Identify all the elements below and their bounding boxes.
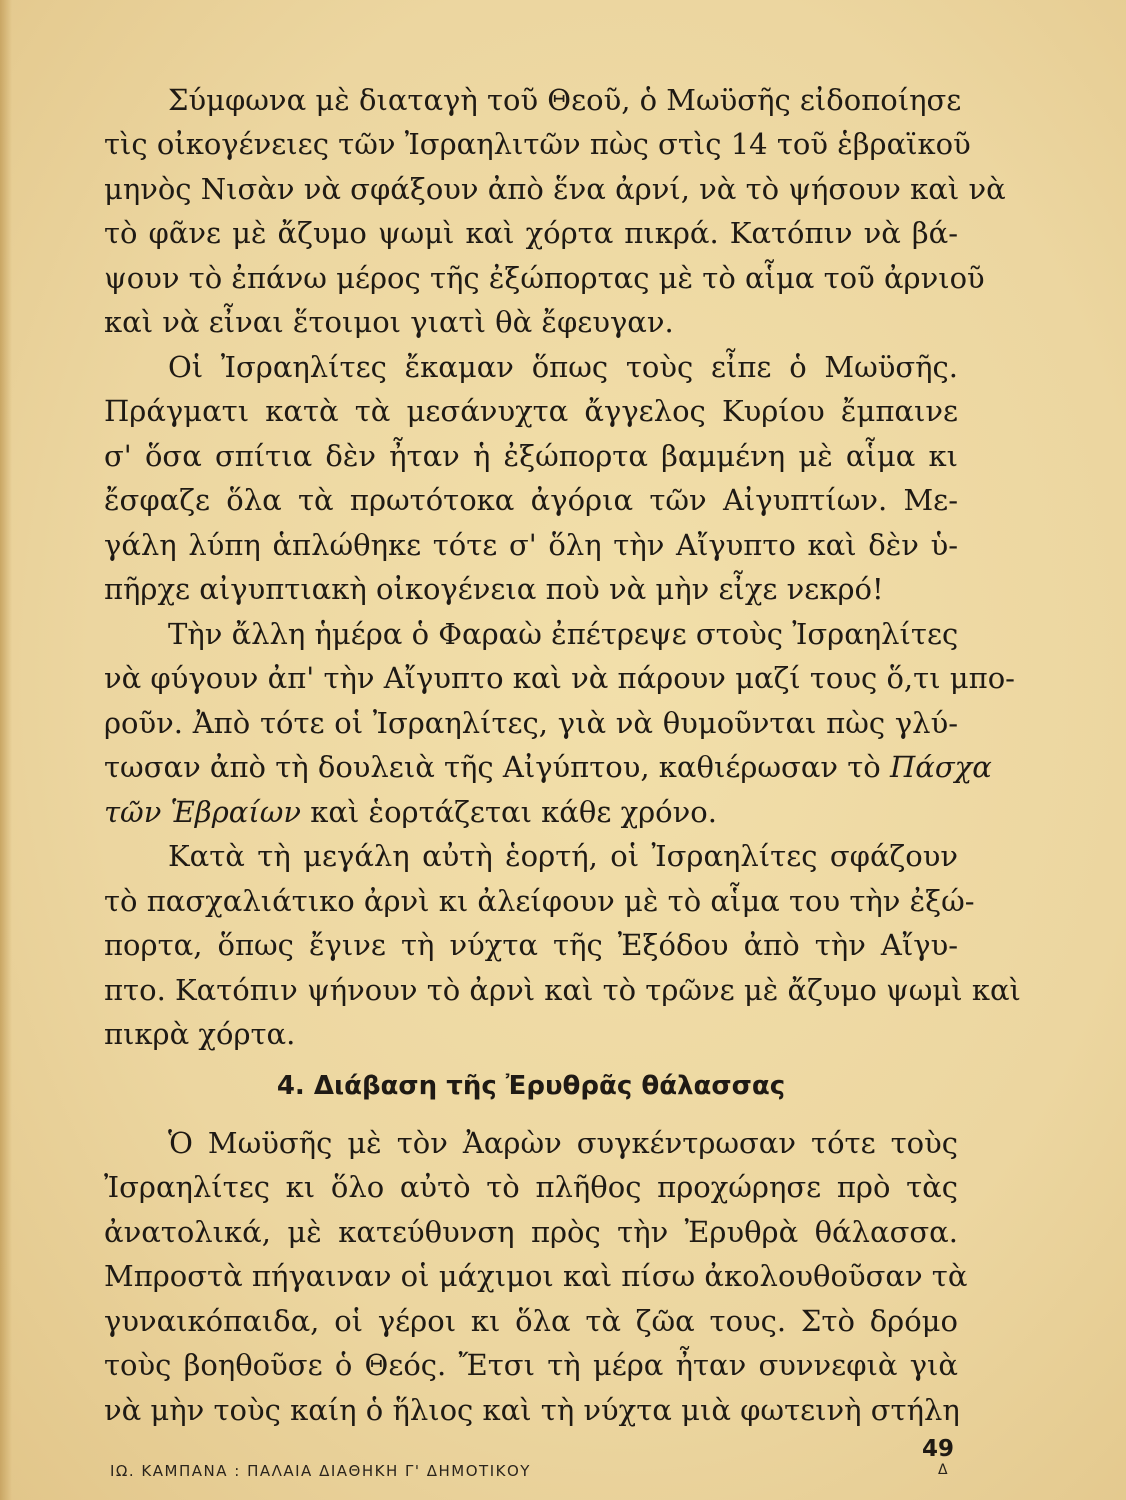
text-line: τοὺς βοηθοῦσε ὁ Θεός. Ἔτσι τὴ μέρα ἦταν συννεφιὰ γιὰ [104, 1348, 958, 1383]
page-shadow-edge [0, 0, 12, 1500]
text-line: καὶ νὰ εἶναι ἕτοιμοι γιατὶ θὰ ἔφευγαν. [104, 305, 674, 340]
text-line: Σύμφωνα μὲ διαταγὴ τοῦ Θεοῦ, ὁ Μωϋσῆς εἰδοποίησε [168, 83, 962, 117]
book-footer: ΙΩ. ΚΑΜΠΑΝΑ : ΠΑΛΑΙΑ ΔΙΑΘΗΚΗ Γ' ΔΗΜΟΤΙΚΟΥ [110, 1462, 531, 1480]
text-line: νὰ μὴν τοὺς καίη ὁ ἥλιος καὶ τὴ νύχτα μιὰ φωτεινὴ στήλη [104, 1392, 960, 1427]
text-line: τὶς οἰκογένειες τῶν Ἰσραηλιτῶν πὼς στὶς 14 τοῦ ἑβραϊκοῦ [104, 127, 971, 162]
text-line [104, 747, 992, 787]
text-line: Κατὰ τὴ μεγάλη αὐτὴ ἑορτή, οἱ Ἰσραηλίτες σφάζουν [168, 839, 958, 874]
text-line: πτο. Κατόπιν ψήνουν τὸ ἀρνὶ καὶ τὸ τρῶνε μὲ ἄζυμο ψωμὶ καὶ [104, 972, 1021, 1007]
text-line: πῆρχε αἰγυπτιακὴ οἰκογένεια ποὺ νὰ μὴν εἶχε νεκρό! [104, 572, 884, 607]
emphasis-pascha: Πάσχα [890, 750, 992, 785]
text-line: ἀνατολικά, μὲ κατεύθυνση πρὸς τὴν Ἐρυθρὰ θάλασσα. [104, 1214, 958, 1249]
text-line: τὸ φᾶνε μὲ ἄζυμο ψωμὶ καὶ χόρτα πικρά. Κατόπιν νὰ βά- [104, 216, 958, 251]
text-line: ψουν τὸ ἐπάνω μέρος τῆς ἐξώπορτας μὲ τὸ αἷμα τοῦ ἀρνιοῦ [104, 260, 985, 295]
page-number: 49 [921, 1436, 954, 1463]
text-line: σ' ὅσα σπίτια δὲν ἦταν ἡ ἐξώπορτα βαμμένη μὲ αἷμα κι [104, 438, 958, 473]
text-line: γάλη λύπη ἁπλώθηκε τότε σ' ὅλη τὴν Αἴγυπτο καὶ δὲν ὑ- [104, 527, 958, 562]
text-line: πικρὰ χόρτα. [104, 1017, 296, 1052]
text-line: τὸ πασχαλιάτικο ἀρνὶ κι ἀλείφουν μὲ τὸ αἷμα του τὴν ἐξώ- [104, 883, 975, 918]
text-line: πορτα, ὅπως ἔγινε τὴ νύχτα τῆς Ἐξόδου ἀπὸ τὴν Αἴγυ- [104, 928, 958, 963]
text-line: Οἱ Ἰσραηλίτες ἔκαμαν ὅπως τοὺς εἶπε ὁ Μωϋσῆς. [168, 349, 958, 384]
text-line [104, 792, 958, 832]
emphasis-hebrews: τῶν Ἑβραίων [104, 794, 301, 829]
signature-mark: Δ [938, 1462, 948, 1478]
section-heading: 4. Διάβαση τῆς Ἐρυθρᾶς θάλασσας [276, 1070, 786, 1101]
text-line: Τὴν ἄλλη ἡμέρα ὁ Φαραὼ ἐπέτρεψε στοὺς Ἰσραηλίτες [168, 616, 959, 651]
text-segment: καὶ ἑορτάζεται κάθε χρόνο. [310, 794, 717, 829]
text-line: Μπροστὰ πήγαιναν οἱ μάχιμοι καὶ πίσω ἀκολουθοῦσαν τὰ [104, 1259, 968, 1294]
text-line: νὰ φύγουν ἀπ' τὴν Αἴγυπτο καὶ νὰ πάρουν μαζί τους ὅ,τι μπο- [104, 661, 1015, 696]
text-line: ἔσφαζε ὅλα τὰ πρωτότοκα ἀγόρια τῶν Αἰγυπτίων. Με- [104, 483, 958, 518]
text-line: γυναικόπαιδα, οἱ γέροι κι ὅλα τὰ ζῶα τους. Στὸ δρόμο [104, 1303, 958, 1338]
text-line: Ἰσραηλίτες κι ὅλο αὐτὸ τὸ πλῆθος προχώρησε πρὸ τὰς [104, 1170, 958, 1205]
text-line: ροῦν. Ἀπὸ τότε οἱ Ἰσραηλίτες, γιὰ νὰ θυμοῦνται πὼς γλύ- [104, 705, 958, 740]
text-line: Ὁ Μωϋσῆς μὲ τὸν Ἀαρὼν συγκέντρωσαν τότε τοὺς [168, 1125, 958, 1160]
text-line: μηνὸς Νισὰν νὰ σφάξουν ἀπὸ ἕνα ἀρνί, νὰ τὸ ψήσουν καὶ νὰ [104, 171, 1006, 206]
text-line: Πράγματι κατὰ τὰ μεσάνυχτα ἄγγελος Κυρίου ἔμπαινε [104, 394, 958, 429]
text-segment: τωσαν ἀπὸ τὴ δουλειὰ τῆς Αἰγύπτου, καθιέρωσαν τὸ [104, 750, 881, 785]
